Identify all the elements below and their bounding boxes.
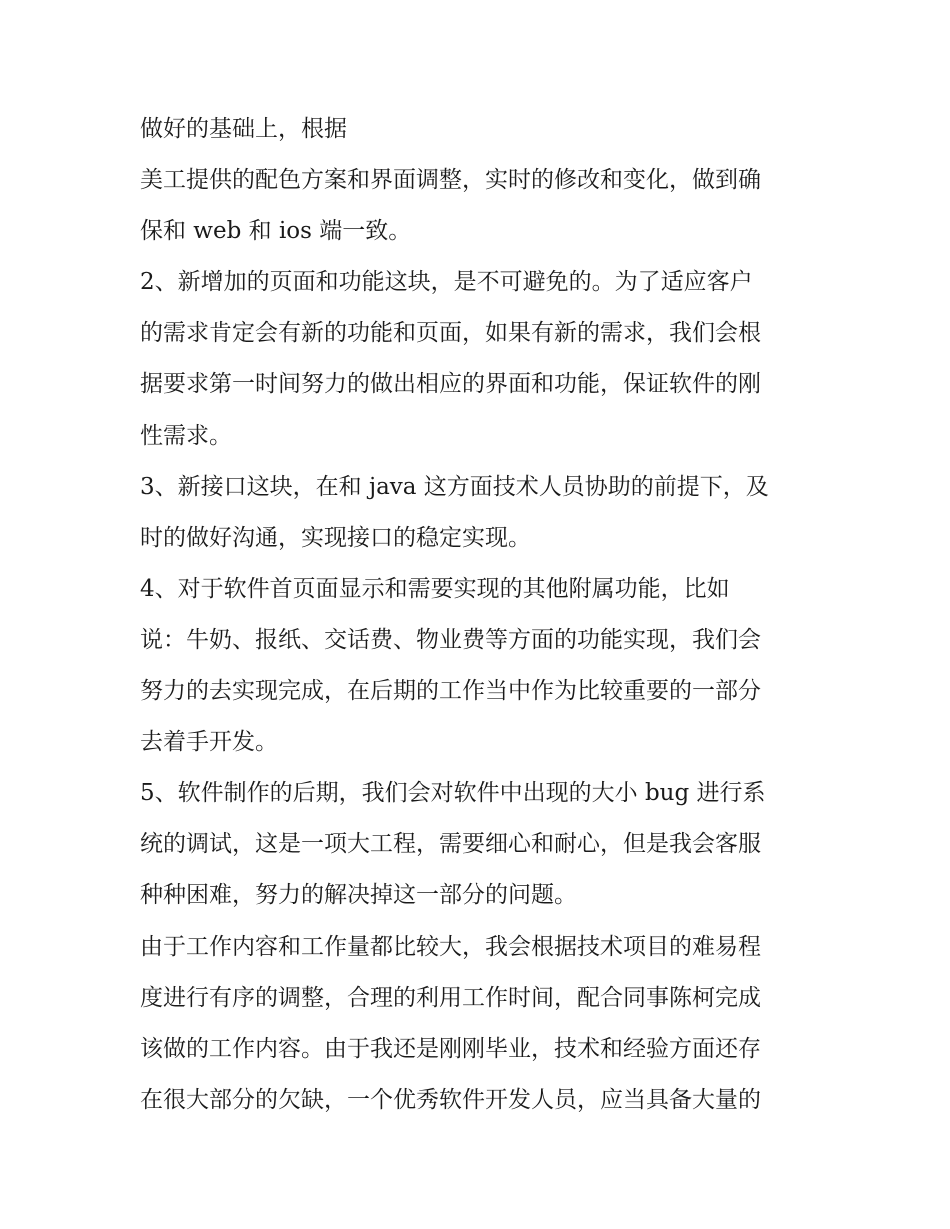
text-line-1: 做好的基础上，根据 xyxy=(140,116,347,142)
text-line-16: 种种困难，努力的解决掉这一部分的问题。 xyxy=(140,882,577,909)
text-line-12: 努力的去实现完成，在后期的工作当中作为比较重要的一部分 xyxy=(140,678,761,705)
text-line-17: 由于工作内容和工作量都比较大，我会根据技术项目的难易程 xyxy=(140,933,761,960)
document-body xyxy=(140,104,820,1126)
text-line-10: 4、对于软件首页面显示和需要实现的其他附属功能，比如 xyxy=(140,575,730,602)
text-line-20: 在很大部分的欠缺，一个优秀软件开发人员，应当具备大量的 xyxy=(140,1086,761,1113)
text-line-6: 据要求第一时间努力的做出相应的界面和功能，保证软件的刚 xyxy=(140,371,761,398)
text-line-15: 统的调试，这是一项大工程，需要细心和耐心，但是我会客服 xyxy=(140,831,761,858)
text-line-2: 美工提供的配色方案和界面调整，实时的修改和变化，做到确 xyxy=(140,167,761,194)
text-line-4: 2、新增加的页面和功能这块，是不可避免的。为了适应客户 xyxy=(140,269,753,296)
text-line-13: 去着手开发。 xyxy=(140,729,278,756)
text-line-14: 5、软件制作的后期，我们会对软件中出现的大小 bug 进行系 xyxy=(140,780,766,807)
text-line-9: 时的做好沟通，实现接口的稳定实现。 xyxy=(140,524,531,551)
text-line-19: 该做的工作内容。由于我还是刚刚毕业，技术和经验方面还存 xyxy=(140,1035,761,1062)
text-line-11: 说：牛奶、报纸、交话费、物业费等方面的功能实现，我们会 xyxy=(140,626,761,653)
text-line-3: 保和 web 和 ios 端一致。 xyxy=(140,218,412,245)
text-line-7: 性需求。 xyxy=(140,422,232,449)
text-line-8: 3、新接口这块，在和 java 这方面技术人员协助的前提下，及 xyxy=(140,473,769,500)
text-line-18: 度进行有序的调整，合理的利用工作时间，配合同事陈柯完成 xyxy=(140,984,761,1011)
text-line-5: 的需求肯定会有新的功能和页面，如果有新的需求，我们会根 xyxy=(140,320,761,347)
